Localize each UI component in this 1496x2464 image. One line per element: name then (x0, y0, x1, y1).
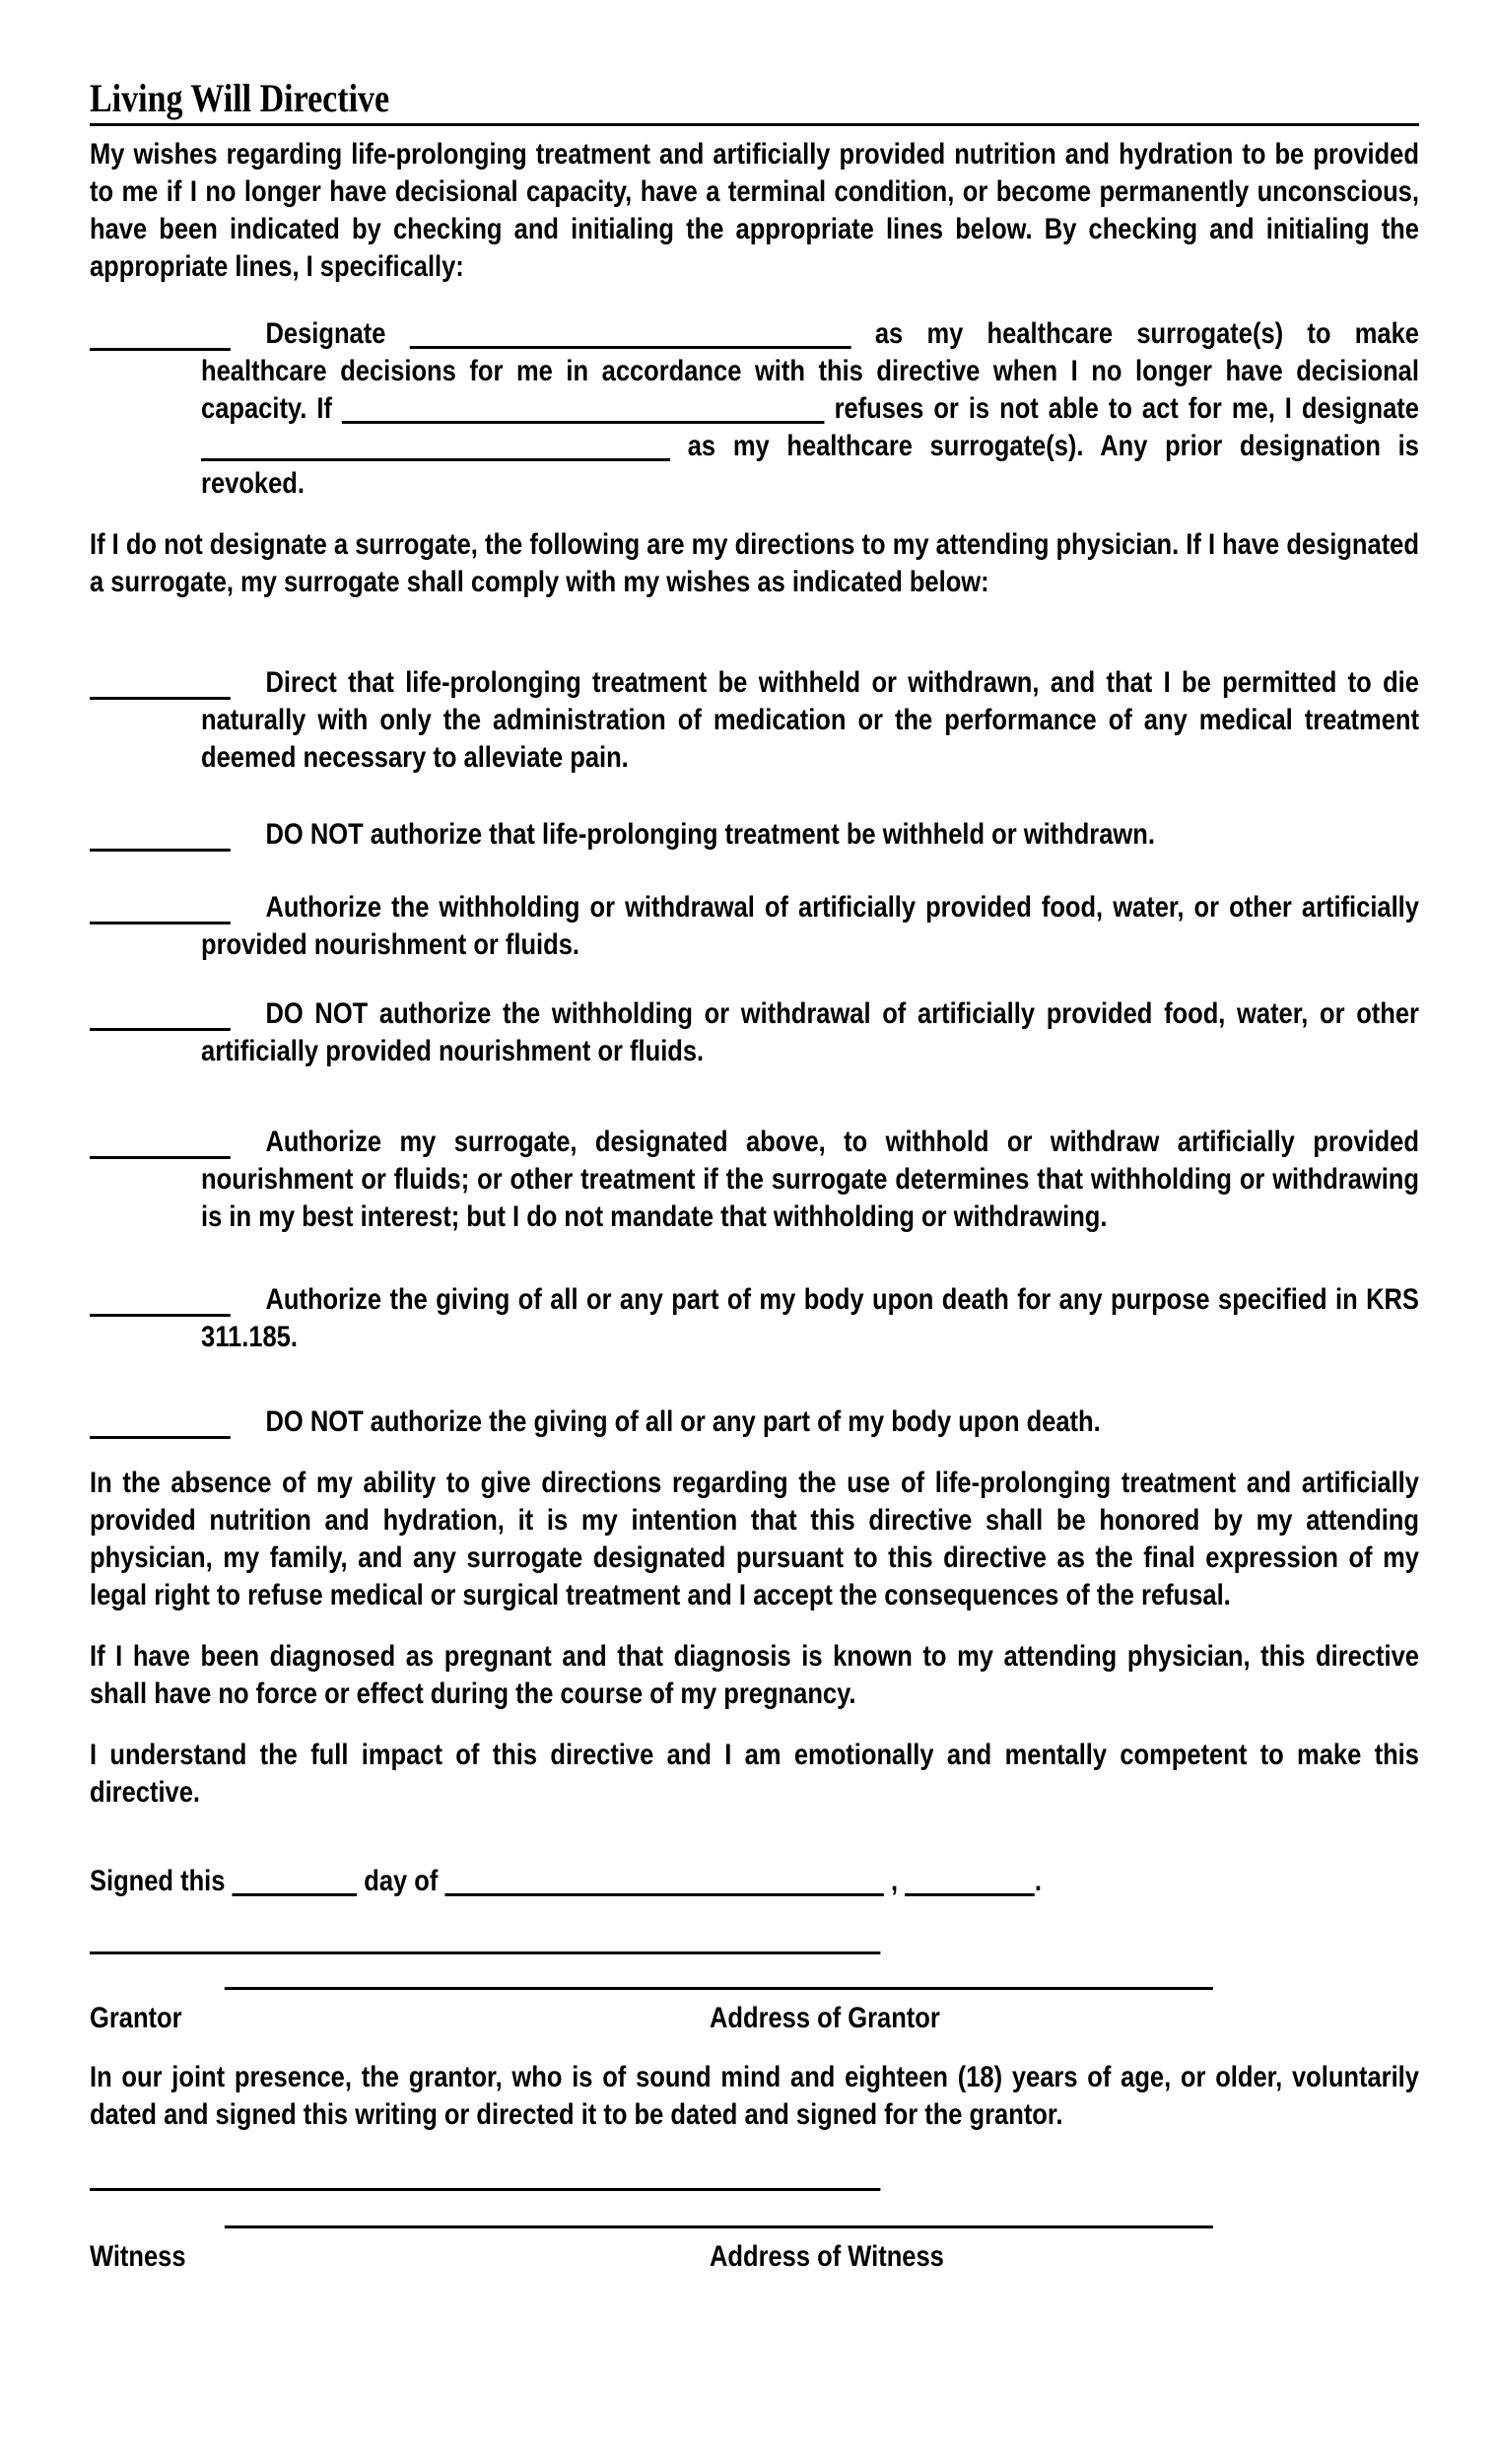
grantor-signature-line[interactable] (90, 1951, 880, 1954)
grantor-address-line[interactable] (225, 1987, 1213, 1990)
directive-text: DO NOT authorize the withholding or withdrawal of artificially provided food, water, or other artificially provided nourishment or fluids. (201, 997, 1419, 1067)
competence-paragraph: I understand the full impact of this directive and I am emotionally and mentally competent to make this directive. (90, 1739, 1419, 1809)
pregnancy-paragraph: If I have been diagnosed as pregnant and that diagnosis is known to my attending physician, this directive shall have no force or effect during the course of my pregnancy. (90, 1640, 1419, 1710)
initials-blank-line[interactable] (90, 889, 231, 924)
initials-blank-line[interactable] (90, 816, 231, 852)
initials-blank-line[interactable] (90, 315, 231, 351)
surrogate-note-paragraph: If I do not designate a surrogate, the following are my directions to my attending physician. If I have designated a surrogate, my surrogate shall comply with my wishes as indicated below: (90, 528, 1419, 598)
directive-item-authorize-withdrawal-nutrition (201, 889, 1419, 964)
designate-text-2: as my healthcare surrogate(s) to make healthcare decisions for me in accordance with this directive when I no longer have decisional capacity. If (201, 317, 1419, 425)
initials-blank-line[interactable] (90, 995, 231, 1031)
attestation-paragraph: In our joint presence, the grantor, who is of sound mind and eighteen (18) years of age, or older, voluntarily dated and signed this writing or directed it to be dated and signed for the grantor. (90, 2061, 1419, 2131)
signed-this-text: Signed this (90, 1865, 226, 1897)
document-body (90, 76, 1419, 2276)
designate-text-1: Designate (265, 317, 386, 350)
directive-text: DO NOT authorize that life-prolonging treatment be withheld or withdrawn. (265, 818, 1155, 851)
directive-text: Direct that life-prolonging treatment be withheld or withdrawn, and that I be permitted to die naturally with only the administration of medication or the performance of any medical treatment deemed necessary to alleviate pain. (201, 666, 1419, 774)
surrogate-refusal-blank-line[interactable] (342, 395, 825, 424)
comma-text: , (890, 1865, 899, 1897)
witness-signature-line[interactable] (90, 2188, 880, 2191)
designate-directive-item (201, 315, 1419, 503)
initials-blank-line[interactable] (90, 664, 231, 700)
directive-text: Authorize the withholding or withdrawal of artificially provided food, water, or other artificially provided nourishment or fluids. (201, 891, 1419, 961)
initials-blank-line[interactable] (90, 1403, 231, 1439)
directive-text: DO NOT authorize the giving of all or any part of my body upon death. (265, 1405, 1101, 1438)
alternate-surrogate-blank-line[interactable] (201, 433, 670, 461)
witness-signature-block (90, 2188, 1419, 2276)
grantor-signature-block (90, 1951, 1419, 2037)
directive-text: Authorize my surrogate, designated above, to withhold or withdraw artificially provided nourishment or fluids; or other treatment if the surrogate determines that withholding or withdrawing is in my best interest; but I do not mandate that withholding or withdrawing. (201, 1126, 1419, 1233)
directive-item-direct (201, 664, 1419, 777)
signed-date-row (90, 1863, 1419, 1900)
designate-text-3: refuses or is not able to act for me, I designate (834, 392, 1419, 425)
grantor-label: Grantor (90, 2002, 182, 2034)
period-text: . (1034, 1865, 1042, 1897)
directive-item-do-not-withdraw-nutrition (201, 995, 1419, 1070)
absence-paragraph: In the absence of my ability to give directions regarding the use of life-prolonging treatment and artificially provided nutrition and hydration, it is my intention that this directive shall be honored by my attending physician, my family, and any surrogate designated pursuant to this directive as the final expression of my legal right to refuse medical or surgical treatment and I accept the consequences of the refusal. (90, 1467, 1419, 1611)
month-blank-line[interactable] (444, 1868, 883, 1896)
initials-blank-line[interactable] (90, 1124, 231, 1159)
grantor-address-label: Address of Grantor (710, 2002, 940, 2034)
directive-text: Authorize the giving of all or any part of my body upon death for any purpose specified in KRS 311.185. (201, 1283, 1419, 1353)
day-blank-line[interactable] (233, 1868, 358, 1896)
directive-item-authorize-organ-donation (201, 1281, 1419, 1356)
witness-address-label: Address of Witness (710, 2240, 944, 2273)
initials-blank-line[interactable] (90, 1281, 231, 1317)
intro-paragraph: My wishes regarding life-prolonging treatment and artificially provided nutrition and hydration to be provided to me if I no longer have decisional capacity, have a terminal condition, or become permanently unconscious, have been indicated by checking and initialing the appropriate lines below. By checking and initialing the appropriate lines, I specifically: (90, 138, 1419, 283)
surrogate-name-blank-line[interactable] (410, 320, 851, 349)
year-blank-line[interactable] (905, 1868, 1035, 1896)
witness-labels-row (90, 2238, 1419, 2276)
designate-text-4: as my healthcare surrogate(s). Any prior designation is revoked. (201, 430, 1419, 500)
page-title: Living Will Directive (90, 79, 1419, 126)
directive-item-do-not-donate-organs (201, 1403, 1419, 1441)
directive-item-do-not-withhold-treatment (201, 816, 1419, 854)
day-of-text: day of (364, 1865, 439, 1897)
grantor-labels-row (90, 2000, 1419, 2037)
witness-label: Witness (90, 2240, 186, 2273)
witness-address-line[interactable] (225, 2225, 1213, 2228)
directive-item-authorize-surrogate-decision (201, 1124, 1419, 1236)
